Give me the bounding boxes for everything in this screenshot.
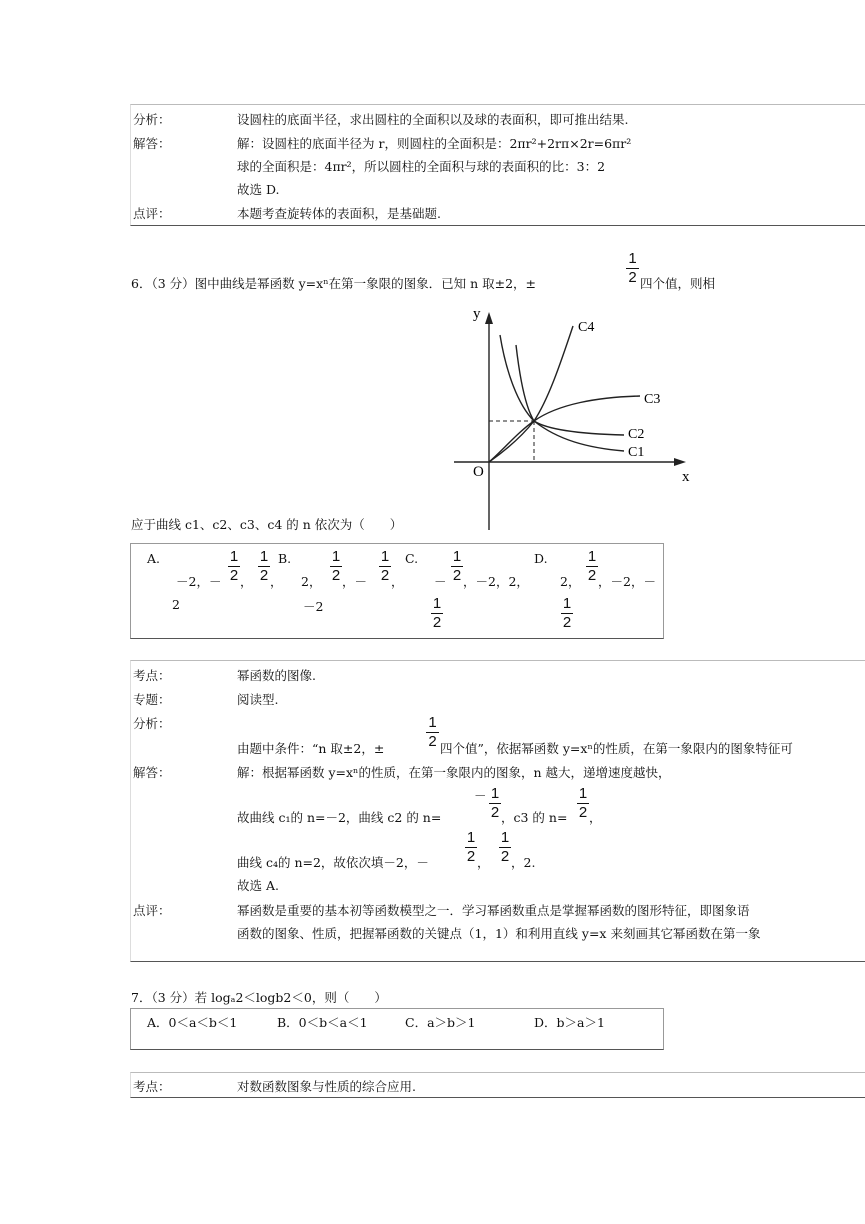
minus-sign: － xyxy=(474,788,487,803)
q7-kaodian-text: 对数函数图象与性质的综合应用. xyxy=(237,1079,416,1094)
q5-answer-line2: 球的全面积是：4πr²，所以圆柱的全面积与球的表面积的比：3：2 xyxy=(237,159,606,174)
q6-answer-fraction-half: 1 2 xyxy=(578,785,588,821)
curve-label-c1: C1 xyxy=(628,445,645,460)
q6-options-box xyxy=(130,543,664,639)
q6-analysis-part2: 四个值”，依据幂函数 y=xⁿ的性质，在第一象限内的图象特征可 xyxy=(440,741,793,756)
q6-answer-fraction-neg-half: 1 2 xyxy=(490,785,500,821)
q6-comment-line1: 幂函数是重要的基本初等函数模型之一．学习幂函数重点是掌握幂函数的图形特征，即图象语 xyxy=(237,903,750,918)
curve-c3 xyxy=(489,396,640,462)
curve-label-c2: C2 xyxy=(628,427,645,442)
q6-analysis-label: 分析： xyxy=(133,716,171,731)
curve-label-c4: C4 xyxy=(578,320,595,335)
q6-stem-part1: 6．（3 分）图中曲线是幂函数 y=xⁿ在第一象限的图象．已知 n 取±2，± xyxy=(131,276,536,291)
power-function-graph xyxy=(448,300,700,532)
q6-answer-fraction-b: 1 2 xyxy=(500,829,510,865)
q5-answer-line1: 解：设圆柱的底面半径为 r，则圆柱的全面积是：2πr²+2rπ×2r=6πr² xyxy=(237,136,632,151)
q7-kaodian-label: 考点： xyxy=(133,1079,171,1094)
q6-option-d-label: D. xyxy=(534,551,548,566)
q5-answer-line3: 故选 D. xyxy=(237,182,280,197)
q6-answer-line4: 故选 A. xyxy=(237,878,279,893)
y-axis-label: y xyxy=(473,306,481,322)
q6-kaodian-label: 考点： xyxy=(133,668,171,683)
q7-option-a: A．0＜a＜b＜1 xyxy=(147,1015,238,1030)
q5-analysis-text: 设圆柱的底面半径，求出圆柱的全面积以及球的表面积，即可推出结果. xyxy=(237,112,629,127)
q5-comment-label: 点评： xyxy=(133,206,171,221)
q6-stem-part2: 四个值，则相 xyxy=(640,276,716,291)
q6-answer-fraction-a: 1 2 xyxy=(466,829,476,865)
q6-analysis-fraction: 1 2 xyxy=(426,715,439,750)
q5-comment-text: 本题考查旋转体的表面积，是基础题. xyxy=(237,206,441,221)
q6-stem-fraction: 1 2 xyxy=(626,251,639,286)
q7-option-b: B．0＜b＜a＜1 xyxy=(277,1015,368,1030)
q7-option-d: D．b＞a＞1 xyxy=(534,1015,605,1030)
q6-zhuanti-text: 阅读型. xyxy=(237,692,279,707)
x-axis-label: x xyxy=(682,469,690,485)
origin-label: O xyxy=(473,464,484,480)
q6-kaodian-text: 幂函数的图像. xyxy=(237,668,316,683)
q6-option-c-label: C. xyxy=(405,551,419,566)
q6-answer-line2b: ，c3 的 n= xyxy=(501,810,568,825)
y-axis-arrow xyxy=(485,312,493,324)
q5-answer-label: 解答： xyxy=(133,136,171,151)
q6-answer-line2a: 故曲线 c₁的 n=－2，曲线 c2 的 n= xyxy=(237,810,442,825)
comma: ， xyxy=(477,855,490,870)
q6-option-a-label: A. xyxy=(147,551,161,566)
q6-comment-line2: 函数的图象、性质，把握幂函数的关键点（1，1）和利用直线 y=x 来刻画其它幂函数在第一象 xyxy=(237,926,761,941)
q6-comment-label: 点评： xyxy=(133,903,171,918)
q7-option-c: C．a＞b＞1 xyxy=(405,1015,476,1030)
q6-zhuanti-label: 专题： xyxy=(133,692,171,707)
q6-stem-part3: 应于曲线 c1、c2、c3、c4 的 n 依次为（ ） xyxy=(131,517,403,532)
q6-option-b-label: B. xyxy=(278,551,292,566)
q6-answer-line3b: ，2. xyxy=(511,855,536,870)
x-axis-arrow xyxy=(674,458,686,466)
comma: ， xyxy=(589,810,602,825)
curve-label-c3: C3 xyxy=(644,392,661,407)
q6-answer-label: 解答： xyxy=(133,765,171,780)
q6-answer-line1: 解：根据幂函数 y=xⁿ的性质，在第一象限内的图象，n 越大，递增速度越快， xyxy=(237,765,671,780)
q5-analysis-label: 分析： xyxy=(133,112,171,127)
q7-stem: 7．（3 分）若 logₐ2＜logb2＜0，则（ ） xyxy=(131,990,387,1005)
q6-analysis-part1: 由题中条件：“n 取±2，± xyxy=(237,741,385,756)
q6-answer-line3a: 曲线 c₄的 n=2，故依次填－2，－ xyxy=(237,855,429,870)
